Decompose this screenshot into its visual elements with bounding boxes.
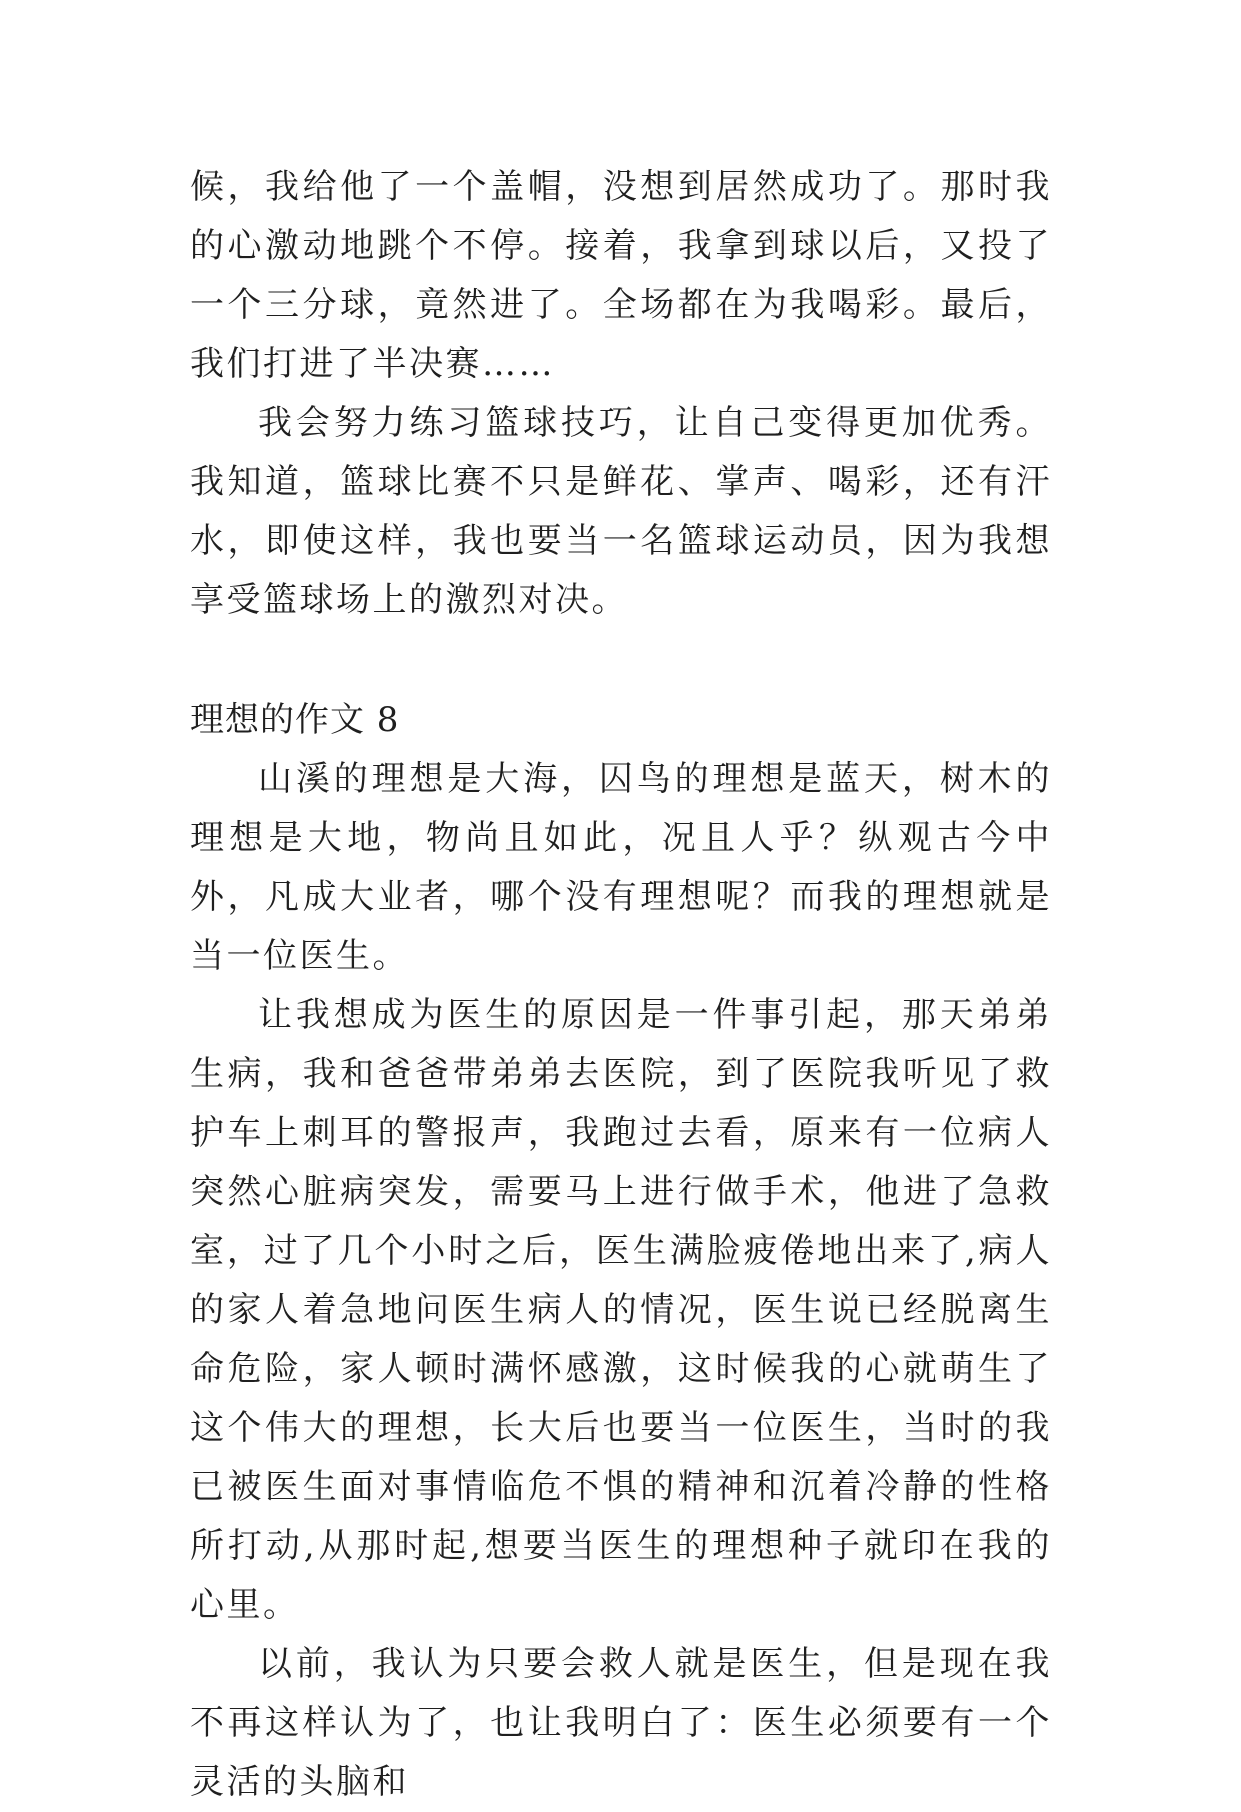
paragraph-ideal-reason: 让我想成为医生的原因是一件事引起，那天弟弟生病，我和爸爸带弟弟去医院，到了医院我听见了救护车上刺耳的警报声，我跑过去看，原来有一位病人突然心脏病突发，需要马上进行做手术，他进了急救室，过了几个小时之后，医生满脸疲倦地出来了,病人的家人着急地问医生病人的情况，医生说已经脱离生命危险，家人顿时满怀感激，这时候我的心就萌生了这个伟大的理想，长大后也要当一位医生，当时的我已被医生面对事情临危不惧的精神和沉着冷静的性格所打动,从那时起,想要当医生的理想种子就印在我的心里。 bbox=[190, 995, 1052, 1625]
section-spacer bbox=[190, 630, 1052, 691]
paragraph-ideal-intro: 山溪的理想是大海，囚鸟的理想是蓝天，树木的理想是大地，物尚且如此，况且人乎？纵观古今中外，凡成大业者，哪个没有理想呢？而我的理想就是当一位医生。 bbox=[190, 759, 1052, 976]
paragraph-continued: 候，我给他了一个盖帽，没想到居然成功了。那时我的心激动地跳个不停。接着，我拿到球以后，又投了一个三分球，竟然进了。全场都在为我喝彩。最后，我们打进了半决赛…… bbox=[190, 167, 1052, 384]
document-body bbox=[190, 158, 1052, 1812]
paragraph-basketball-resolve: 我会努力练习篮球技巧，让自己变得更加优秀。我知道，篮球比赛不只是鲜花、掌声、喝彩，还有汗水，即使这样，我也要当一名篮球运动员，因为我想享受篮球场上的激烈对决。 bbox=[190, 403, 1052, 620]
section-title: 理想的作文 8 bbox=[190, 700, 400, 740]
paragraph-ideal-belief: 以前，我认为只要会救人就是医生，但是现在我不再这样认为了，也让我明白了：医生必须要有一个灵活的头脑和 bbox=[190, 1644, 1052, 1802]
